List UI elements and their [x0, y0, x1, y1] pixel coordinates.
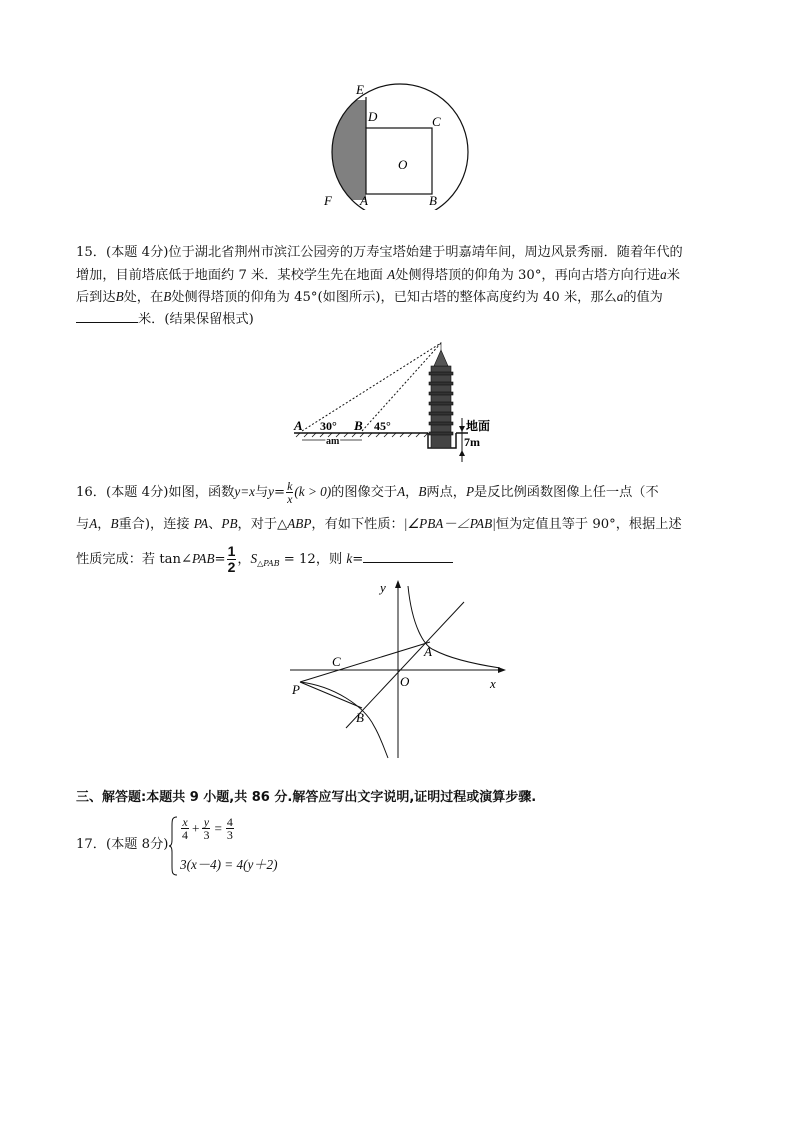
tower-label-a: A [294, 418, 303, 433]
graph-label-p: P [292, 682, 300, 697]
graph-label-a: A [424, 644, 432, 659]
sight-line-a [302, 343, 441, 431]
graph-label-o: O [400, 674, 410, 689]
sight-line-b [362, 343, 441, 431]
label-b: B [429, 193, 437, 208]
q15-line2: 增加，目前塔底低于地面约 7 米．某校学生先在地面 A处侧得塔顶的仰角为 30°，再向古塔方向行进a米 [76, 267, 680, 283]
depth-arrow-top [459, 426, 465, 432]
tower-label-ground: 地面 [466, 419, 491, 433]
segment-pa [300, 642, 430, 682]
y-axis-arrow [395, 580, 401, 588]
depth-arrow-bottom [459, 450, 465, 456]
q16-line3: 性质完成：若 tan∠PAB= $\frac{1}{2}$ ，$S_{\triangle PAB} = 12$，则 k= [76, 544, 453, 575]
q16-number: 16 [76, 485, 93, 500]
tower-label-am: am [326, 436, 340, 447]
q17-number: 17 [76, 837, 93, 852]
hyperbola-branch-2 [300, 682, 388, 758]
k-over-x-fraction: $\frac{k}{x}$ [287, 479, 293, 506]
equation-1: $\frac{x}{4}$ + $\frac{y}{3}$ = $\frac{4}{3}$ [182, 815, 233, 842]
q15-number: 15 [76, 245, 93, 260]
tower-label-b: B [354, 418, 363, 433]
q16-tag: (本题 4分) [105, 485, 169, 500]
q15-tag: (本题 4分) [105, 245, 169, 260]
q16-answer-blank[interactable] [363, 548, 453, 563]
q15-line3: 后到达B处，在B处侧得塔顶的仰角为 45°(如图所示)，已知古塔的整体高度约为 40 米，那么a的值为 [76, 289, 663, 305]
tower-label-7m: 7m [464, 435, 480, 449]
graph-label-c: C [332, 654, 341, 669]
tower-angle-30: 30° [320, 419, 337, 433]
label-d: D [368, 109, 378, 124]
label-f: F [324, 193, 332, 208]
hyperbola-branch-1 [408, 586, 500, 668]
label-c: C [432, 114, 441, 129]
graph-label-x: x [490, 676, 496, 691]
tower-angle-45: 45° [374, 419, 391, 433]
system-brace [168, 816, 178, 876]
equation-2: 3(x－4) = 4(y＋2) [180, 857, 278, 872]
circle-square-figure [320, 80, 480, 210]
one-half-fraction: $\frac{1}{2}$ [227, 543, 236, 575]
q15-answer-blank[interactable] [76, 308, 138, 323]
label-a: A [360, 193, 368, 208]
tower-figure [290, 338, 500, 468]
x-over-4: $\frac{x}{4}$ [182, 815, 188, 842]
segment-pb [300, 682, 362, 708]
coordinate-graph-figure [284, 576, 510, 762]
graph-label-b: B [356, 710, 364, 725]
q15-line4: 米．(结果保留根式) [76, 308, 254, 331]
pagoda [429, 342, 453, 448]
q15-line1: 15．(本题 4分)位于湖北省荆州市滨江公园旁的万寿宝塔始建于明嘉靖年间，周边风景秀丽．随着年代的 [76, 245, 683, 260]
four-over-3: $\frac{4}{3}$ [226, 815, 233, 842]
label-e: E [356, 82, 364, 97]
section-3-heading: 三、解答题:本题共 9 小题,共 86 分.解答应写出文字说明,证明过程或演算步骤. [76, 790, 537, 805]
y-over-3: $\frac{y}{3}$ [203, 815, 210, 842]
q16-line2: 与A，B重合)，连接 PA、PB，对于△ABP，有如下性质：|∠PBA－∠PAB|恒为定值且等于 90°，根据上述 [76, 516, 682, 532]
q16-line1: 16．(本题 4分)如图，函数y=x与y= $\frac{k}{x}$ (k > 0)的图像交于A，B两点，P是反比例函数图像上任一点（不 [76, 479, 659, 506]
q17-label: 17．(本题 8分) [76, 837, 169, 852]
label-o: O [398, 157, 408, 172]
graph-label-y: y [380, 580, 386, 595]
q17-tag: (本题 8分) [105, 837, 169, 852]
